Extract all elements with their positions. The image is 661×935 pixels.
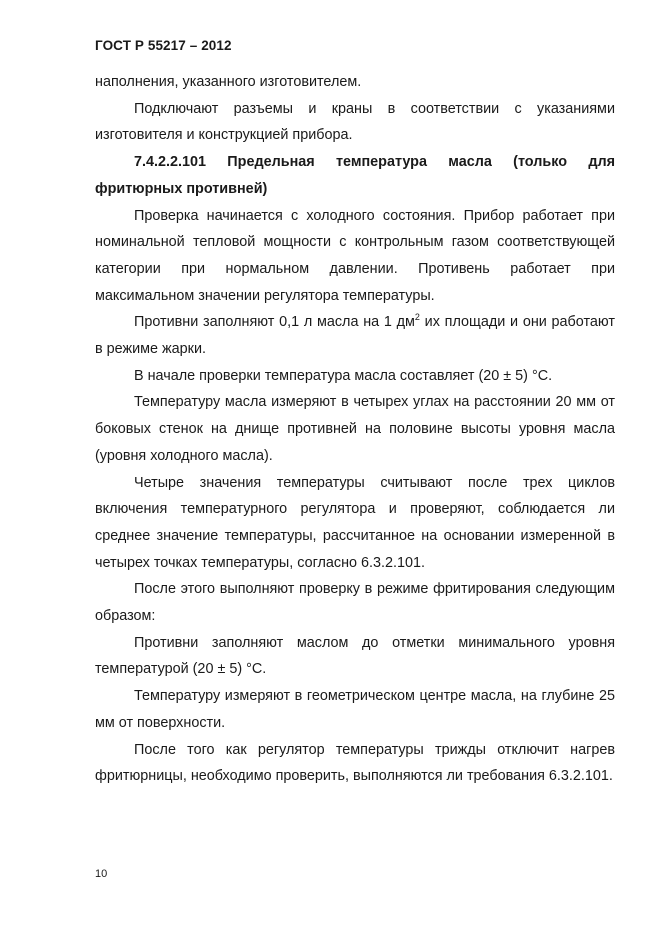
oil-fill-text-before: Противни заполняют 0,1 л масла на 1 дм — [134, 314, 415, 331]
paragraph-continuation: наполнения, указанного изготовителем. — [95, 74, 362, 90]
oil-fill-text-after: их площади и они работают в режиме жарки. — [95, 314, 615, 358]
page-number: 10 — [95, 868, 108, 880]
page-header-standard-id: ГОСТ Р 55217 – 2012 — [95, 38, 232, 53]
paragraph-oil-fill — [95, 309, 615, 362]
oil-fill-superscript: 2 — [414, 312, 420, 323]
paragraph-regulator-cycles: После того как регулятор температуры трижды отключит нагрев фритюрницы, необходимо проверить, выполняются ли требования 6.3.2.101. — [95, 741, 615, 785]
paragraph-center-measurement: Температуру измеряют в геометрическом центре масла, на глубине 25 мм от поверхности. — [95, 688, 615, 731]
paragraph-min-level-fill: Противни заполняют маслом до отметки минимального уровня температурой (20 ± 5) °С. — [95, 634, 615, 678]
paragraph-test-start: Проверка начинается с холодного состояния. Прибор работает при номинальной тепловой мощности с контрольным газом соответствующей категории при нормальном давлении. Противень работает при максимальном значении регулятора температуры. — [95, 207, 615, 304]
document-body — [95, 69, 615, 790]
paragraph-average-temperature: Четыре значения температуры считывают после трех циклов включения температурного регулятора и проверяют, соблюдается ли среднее значение температуры, рассчитанное на основании измеренной в четырех точках температуры, согласно 6.3.2.101. — [95, 474, 615, 571]
section-heading-oil-temperature: 7.4.2.2.101 Предельная температура масла (только для фритюрных противней) — [95, 154, 615, 197]
paragraph-frying-mode: После этого выполняют проверку в режиме фритирования следующим образом: — [95, 581, 615, 625]
paragraph-initial-temperature: В начале проверки температура масла составляет (20 ± 5) °С. — [134, 367, 553, 384]
paragraph-measurement-points: Температуру масла измеряют в четырех углах на расстоянии 20 мм от боковых стенок на днище противней на половине высоты уровня масла (уровня холодного масла). — [95, 394, 615, 464]
paragraph-connections: Подключают разъемы и краны в соответствии с указаниями изготовителя и конструкцией прибора. — [95, 100, 615, 144]
